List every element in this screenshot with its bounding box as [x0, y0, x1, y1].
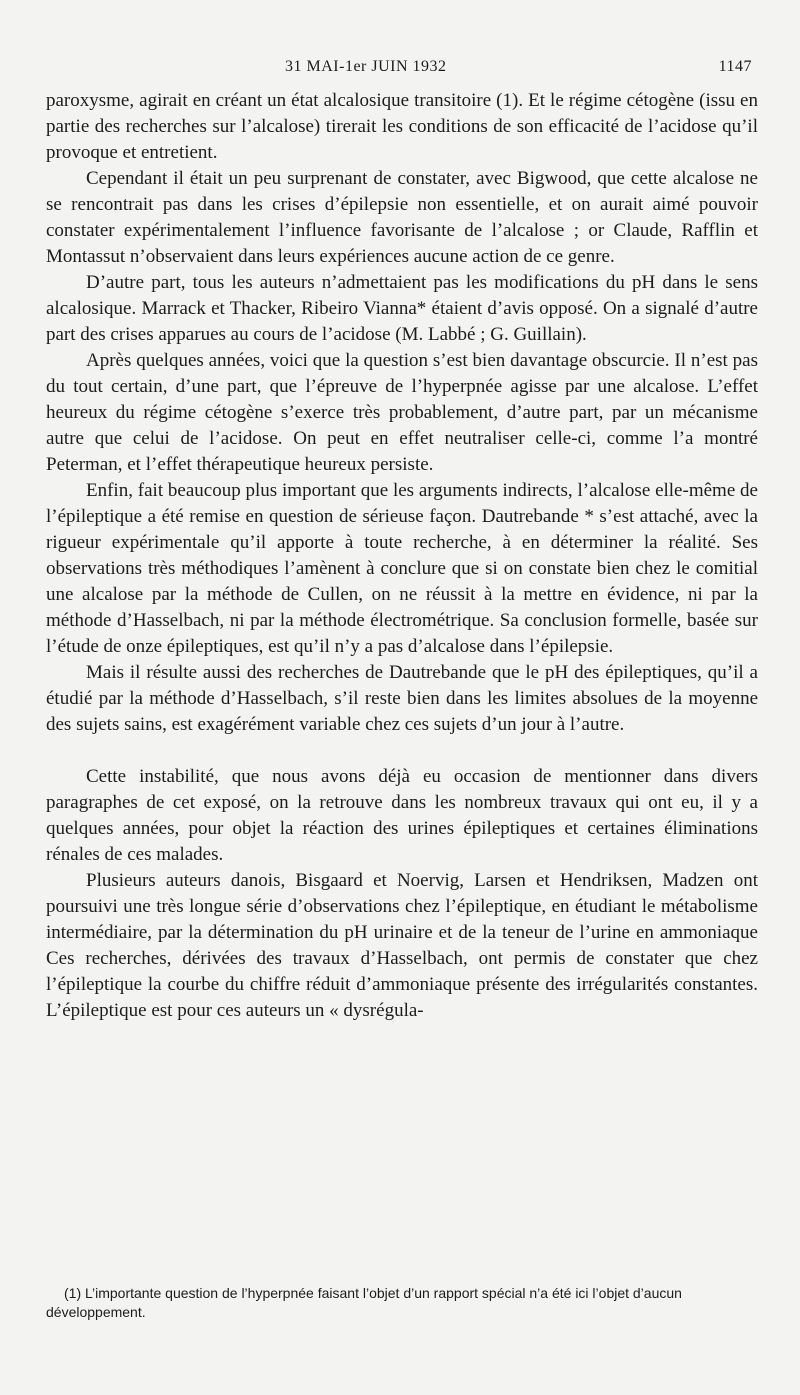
paragraph: Enfin, fait beaucoup plus important que les arguments indirects, l’alcalose elle-même de l’épileptique a été remise en question de sérieuse façon. Dautrebande * s’est attaché, avec la rigueur expérimentale qu’il apporte à toute recherche, à en déterminer la réalité. Ses observations très méthodiques l’amènent à conclure que si on constate bien chez le comitial une alcalose par la méthode de Cullen, on ne réussit à la mettre en évidence, ni par la méthode d’Hasselbach, ni par la méthode électrométrique. Sa conclusion formelle, basée sur l’étude de onze épileptiques, est qu’il n’y a pas d’alcalose dans l’épilepsie.	[46, 480, 758, 657]
footnote	[46, 1284, 758, 1322]
body-text	[46, 88, 758, 1024]
page-number: 1147	[718, 58, 752, 75]
paragraph: D’autre part, tous les auteurs n’admettaient pas les modifications du pH dans le sens alcalosique. Marrack et Thacker, Ribeiro Vianna* étaient d’avis opposé. On a signalé d’autre part des crises apparues au cours de l’acidose (M. Labbé ; G. Guillain).	[46, 272, 758, 345]
paragraph: Plusieurs auteurs danois, Bisgaard et Noervig, Larsen et Hendriksen, Madzen ont poursuivi une très longue série d’observations chez l’épileptique, en étudiant le métabolisme intermédiaire, par la détermination du pH urinaire et de la teneur de l’urine en ammoniaque Ces recherches, dérivées des travaux d’Hasselbach, ont permis de constater que chez l’épileptique la courbe du chiffre réduit d’ammoniaque présente des irrégularités constantes. L’épileptique est pour ces auteurs un « dysrégula-	[46, 870, 758, 1021]
paragraph-continuation: paroxysme, agirait en créant un état alcalosique transitoire (1). Et le régime cétogène (issu en partie des recherches sur l’alcalose) tirerait les conditions de son efficacité de l’acidose qu’il provoque et entretient.	[46, 90, 758, 163]
paragraph: Après quelques années, voici que la question s’est bien davantage obscurcie. Il n’est pas du tout certain, d’une part, que l’épreuve de l’hyperpnée agisse par une alcalose. L’effet heureux du régime cétogène s’exerce très probablement, d’autre part, par un mécanisme autre que celui de l’acidose. On peut en effet neutraliser celle-ci, comme l’a montré Peterman, et l’effet thérapeutique heureux persiste.	[46, 350, 758, 475]
footnote-text: (1) L’importante question de l’hyperpnée faisant l’objet d’un rapport spécial n’a été ici l’objet d’aucun développement.	[46, 1285, 682, 1320]
paragraph: Cependant il était un peu surprenant de constater, avec Bigwood, que cette alcalose ne se rencontrait pas dans les crises d’épilepsie non essentielle, et on aurait aimé pouvoir constater expérimentalement l’influence favorisante de l’alcalose ; or Claude, Rafflin et Montassut n’observaient dans leurs expériences aucune action de ce genre.	[46, 168, 758, 267]
paragraph: Mais il résulte aussi des recherches de Dautrebande que le pH des épileptiques, qu’il a étudié par la méthode d’Hasselbach, s’il reste bien dans les limites absolues de la moyenne des sujets sains, est exagérément variable chez ces sujets d’un jour à l’autre.	[46, 662, 758, 735]
header-date: 31 MAI-1er JUIN 1932	[285, 58, 447, 75]
running-header	[0, 58, 800, 82]
paragraph: Cette instabilité, que nous avons déjà eu occasion de mentionner dans divers paragraphes de cet exposé, on la retrouve dans les nombreux travaux qui ont eu, il y a quelques années, pour objet la réaction des urines épileptiques et certaines éliminations rénales de ces malades.	[46, 766, 758, 865]
